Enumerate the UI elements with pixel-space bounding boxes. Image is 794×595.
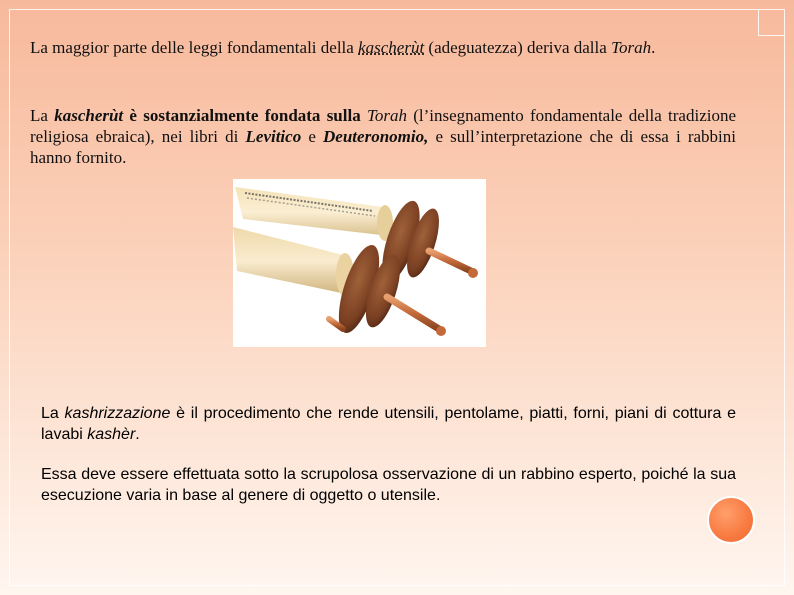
text-fragment: La xyxy=(30,106,55,125)
intro-paragraph xyxy=(30,37,736,58)
accent-circle xyxy=(707,496,755,544)
torah-term: Torah xyxy=(611,38,652,57)
torah-term: Torah xyxy=(366,106,407,125)
kasher-term: kashèr xyxy=(87,426,136,443)
intro-text: . xyxy=(651,38,656,57)
corner-box xyxy=(758,10,784,36)
kascherut-term: kascherùt xyxy=(358,38,425,57)
kashrizzazione-paragraph xyxy=(41,403,736,445)
levitico-term: Levitico xyxy=(245,127,302,146)
text-fragment: e xyxy=(301,127,324,146)
kashrizzazione-term: kashrizzazione xyxy=(64,405,171,422)
text-fragment: e sull’interpretazione che di essa i rabbini hanno fornito. xyxy=(30,127,736,167)
rabbino-paragraph: Essa deve essere effettuata sotto la scrupolosa osservazione di un rabbino esperto, poiché la sua esecuzione varia in base al genere di oggetto o utensile. xyxy=(41,466,736,504)
torah-scroll-image xyxy=(233,179,486,347)
text-fragment: . xyxy=(135,426,140,443)
text-fragment: (l’insegnamento fondamentale della tradizione religiosa ebraica), nei libri di xyxy=(30,106,737,146)
intro-text: (adeguatezza) deriva dalla xyxy=(424,38,612,57)
text-fragment: è il procedimento che rende utensili, pentolame, piatti, forni, piani di cottura e lavabi xyxy=(41,405,736,443)
torah-paragraph xyxy=(30,105,736,168)
kascherut-term: kascherùt xyxy=(54,106,124,125)
text-fragment: è sostanzialmente fondata sulla xyxy=(123,106,367,125)
text-fragment: La xyxy=(41,405,65,422)
intro-text: La maggior parte delle leggi fondamentali della xyxy=(30,38,359,57)
deuteronomio-term: Deuteronomio, xyxy=(323,127,429,146)
